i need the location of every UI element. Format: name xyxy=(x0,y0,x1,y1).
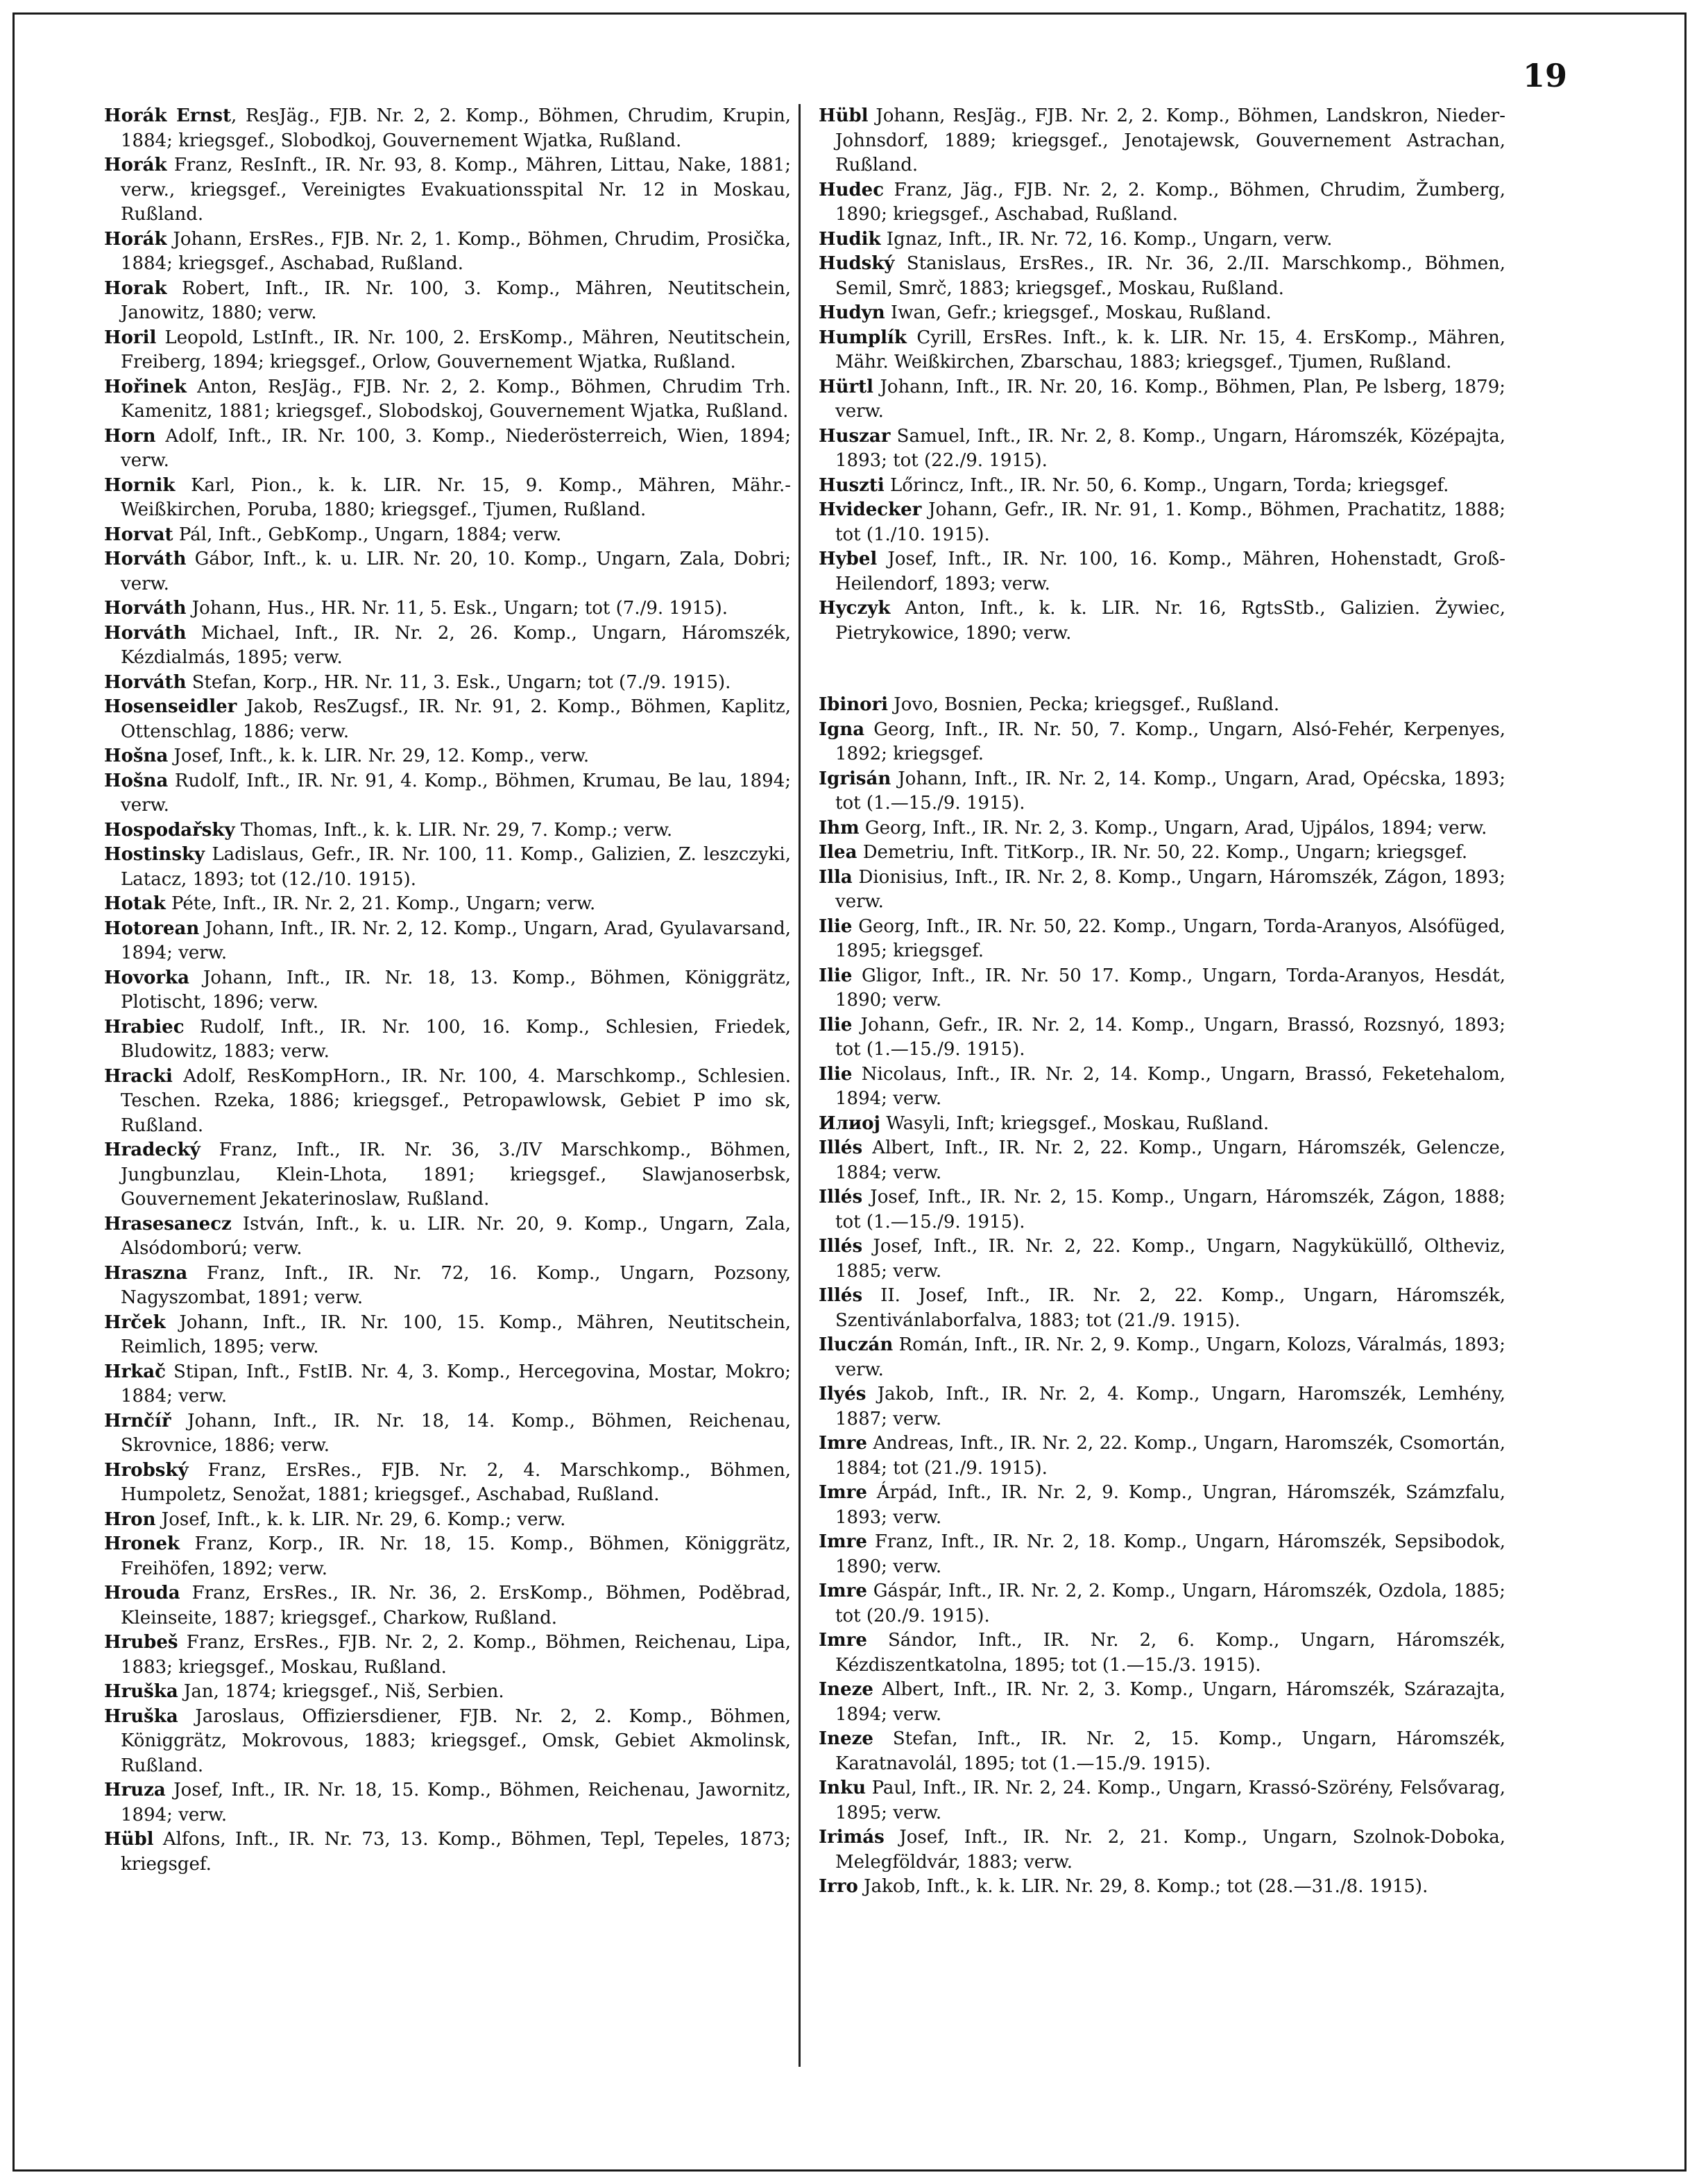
entry-details: Ignaz, Inft., IR. Nr. 72, 16. Komp., Ungarn, verw. xyxy=(880,228,1333,250)
list-entry xyxy=(819,596,1505,646)
list-entry xyxy=(104,1705,791,1779)
list-entry xyxy=(819,1112,1505,1137)
entry-details: Johann, Gefr., IR. Nr. 2, 14. Komp., Ungarn, Brassó, Rozsnyó, 1893; tot (1.—15./9. 1915). xyxy=(835,1014,1505,1060)
entry-surname: Ihm xyxy=(819,817,860,839)
list-entry xyxy=(104,474,791,523)
list-entry xyxy=(104,1015,791,1065)
entry-surname: Hrček xyxy=(104,1312,166,1333)
list-entry xyxy=(104,153,791,227)
entry-details: Jaroslaus, Offiziersdiener, FJB. Nr. 2, 2. Komp., Böhmen, Königgrätz, Mokrovous, 1883; kriegsgef., Omsk, Gebiet Akmolinsk, Rußland. xyxy=(121,1705,791,1776)
list-entry xyxy=(819,1727,1505,1776)
entry-surname: Ibinori xyxy=(819,694,889,715)
entry-details: Michael, Inft., IR. Nr. 2, 26. Komp., Ungarn, Háromszék, Kézdialmás, 1895; verw. xyxy=(121,622,791,668)
entry-details: Franz, Inft., IR. Nr. 72, 16. Komp., Ungarn, Pozsony, Nagyszombat, 1891; verw. xyxy=(121,1262,791,1308)
list-entry xyxy=(104,744,791,769)
entry-details: Franz, ErsRes., FJB. Nr. 2, 4. Marschkomp., Böhmen, Humpoletz, Senožat, 1881; kriegsgef., Aschabad, Rußland. xyxy=(121,1459,791,1505)
list-entry xyxy=(104,277,791,326)
entry-surname: Illés xyxy=(819,1236,863,1257)
entry-details: Anton, ResJäg., FJB. Nr. 2, 2. Komp., Böhmen, Chrudim Trh. Kamenitz, 1881; kriegsgef., Slobodskoj, Gouvernement Wjatka, Rußland. xyxy=(121,376,791,422)
entry-details: Stipan, Inft., FstIB. Nr. 4, 3. Komp., Hercegovina, Mostar, Mokro; 1884; verw. xyxy=(121,1361,791,1407)
left-column xyxy=(104,104,791,1877)
entry-details: Péte, Inft., IR. Nr. 2, 21. Komp., Ungarn; verw. xyxy=(165,893,596,914)
entry-surname: Hovorka xyxy=(104,967,189,988)
list-entry xyxy=(819,1628,1505,1678)
entry-details: Gábor, Inft., k. u. LIR. Nr. 20, 10. Komp., Ungarn, Zala, Dobri; verw. xyxy=(121,549,791,594)
right-column-group-i xyxy=(819,693,1505,1900)
entry-details: Adolf, Inft., IR. Nr. 100, 3. Komp., Niederösterreich, Wien, 1894; verw. xyxy=(121,425,791,471)
entry-details: Robert, Inft., IR. Nr. 100, 3. Komp., Mähren, Neutitschein, Janowitz, 1880; verw. xyxy=(121,277,791,323)
entry-surname: Igna xyxy=(819,719,865,740)
entry-details: Nicolaus, Inft., IR. Nr. 2, 14. Komp., Ungarn, Brassó, Feketehalom, 1894; verw. xyxy=(835,1063,1505,1109)
entry-details: Johann, Inft., IR. Nr. 18, 14. Komp., Böhmen, Reichenau, Skrovnice, 1886; verw. xyxy=(121,1410,791,1456)
entry-details: Johann, Inft., IR. Nr. 2, 14. Komp., Ungarn, Arad, Opécska, 1893; tot (1.—15./9. 1915). xyxy=(835,768,1505,814)
entry-details: Stanislaus, ErsRes., IR. Nr. 36, 2./II. Marschkomp., Böhmen, Semil, Smrč, 1883; kriegsgef., Moskau, Rußland. xyxy=(835,253,1505,299)
list-entry xyxy=(104,892,791,917)
entry-surname: Hornik xyxy=(104,474,176,496)
entry-details: Georg, Inft., IR. Nr. 50, 22. Komp., Ungarn, Torda-Aranyos, Alsófüged, 1895; kriegsgef. xyxy=(835,915,1505,961)
list-entry xyxy=(104,818,791,843)
entry-surname: Hron xyxy=(104,1508,156,1530)
entry-surname: Horil xyxy=(104,327,157,348)
entry-surname: Huszti xyxy=(819,474,885,496)
entry-details: Franz, ErsRes., FJB. Nr. 2, 2. Komp., Böhmen, Reichenau, Lipa, 1883; kriegsgef., Moskau, Rußland. xyxy=(121,1632,791,1678)
entry-surname: Hyczyk xyxy=(819,598,891,619)
entry-details: Adolf, ResKompHorn., IR. Nr. 100, 4. Marschkomp., Schlesien. Teschen. Rzeka, 1886; kriegsgef., Petropawlowsk, Gebiet P imo sk, Rußland. xyxy=(121,1065,791,1136)
entry-details: Josef, Inft., IR. Nr. 100, 16. Komp., Mähren, Hohenstadt, Groß-Heilendorf, 1893; verw. xyxy=(835,549,1505,594)
entry-details: Karl, Pion., k. k. LIR. Nr. 15, 9. Komp., Mähren, Mähr.-Weißkirchen, Poruba, 1880; kriegsgef., Tjumen, Rußland. xyxy=(121,474,791,520)
entry-surname: Horváth xyxy=(104,622,187,644)
list-entry xyxy=(104,596,791,621)
list-entry xyxy=(819,1678,1505,1727)
entry-surname: Hvidecker xyxy=(819,499,922,520)
entry-surname: Hudik xyxy=(819,228,881,250)
list-entry xyxy=(104,227,791,277)
list-entry xyxy=(104,1532,791,1581)
entry-surname: Horváth xyxy=(104,598,187,619)
list-entry xyxy=(104,671,791,696)
entry-details: Johann, Gefr., IR. Nr. 91, 1. Komp., Böhmen, Prachatitz, 1888; tot (1./10. 1915). xyxy=(835,499,1505,545)
list-entry xyxy=(819,1284,1505,1333)
list-entry xyxy=(819,1825,1505,1875)
entry-details: Rudolf, Inft., IR. Nr. 91, 4. Komp., Böhmen, Krumau, Be lau, 1894; verw. xyxy=(121,770,791,816)
entry-surname: Hošna xyxy=(104,746,169,766)
entry-details: Johann, Inft., IR. Nr. 18, 13. Komp., Böhmen, Königgrätz, Plotischt, 1896; verw. xyxy=(121,967,791,1013)
entry-surname: Hübl xyxy=(104,1829,154,1850)
entry-surname: Horn xyxy=(104,425,156,447)
column-divider xyxy=(799,104,801,2067)
entry-details: Josef, Inft., k. k. LIR. Nr. 29, 6. Komp.; verw. xyxy=(155,1508,566,1530)
list-entry xyxy=(104,1065,791,1139)
page-number: 19 xyxy=(1522,57,1567,94)
entry-surname: Hošna xyxy=(104,770,169,791)
list-entry xyxy=(104,523,791,548)
list-entry xyxy=(104,1631,791,1680)
entry-surname: Inku xyxy=(819,1778,866,1798)
entry-surname: Илиој xyxy=(819,1112,880,1134)
entry-surname: Illés xyxy=(819,1285,863,1306)
entry-details: Johann, ResJäg., FJB. Nr. 2, 2. Komp., Böhmen, Landskron, Nieder-Johnsdorf, 1889; kriegsgef., Jenotajewsk, Gouvernement Astrachan, Rußland. xyxy=(835,105,1505,175)
entry-details: Franz, ErsRes., IR. Nr. 36, 2. ErsKomp., Böhmen, Poděbrad, Kleinseite, 1887; kriegsgef., Charkow, Rußland. xyxy=(121,1583,791,1628)
entry-surname: Horvat xyxy=(104,524,173,545)
list-entry xyxy=(104,375,791,424)
entry-surname: Hracki xyxy=(104,1065,173,1087)
entry-surname: Hrnčíř xyxy=(104,1410,171,1431)
list-entry xyxy=(819,1136,1505,1185)
entry-details: Ladislaus, Gefr., IR. Nr. 100, 11. Komp., Galizien, Z. leszczyki, Latacz, 1893; tot (12./10. 1915). xyxy=(121,844,791,890)
entry-surname: Hořinek xyxy=(104,376,187,397)
list-entry xyxy=(104,695,791,744)
entry-details: Iwan, Gefr.; kriegsgef., Moskau, Rußland. xyxy=(885,302,1272,323)
list-entry xyxy=(104,1212,791,1262)
entry-details: Franz, Jäg., FJB. Nr. 2, 2. Komp., Böhmen, Chrudim, Žumberg, 1890; kriegsgef., Aschabad, Rußland. xyxy=(835,179,1505,225)
entry-details: Dionisius, Inft., IR. Nr. 2, 8. Komp., Ungarn, Háromszék, Zágon, 1893; verw. xyxy=(835,866,1505,912)
entry-surname: Ilyés xyxy=(819,1384,866,1404)
list-entry xyxy=(104,1360,791,1409)
entry-details: Johann, Inft., IR. Nr. 2, 12. Komp., Ungarn, Arad, Gyulavarsand, 1894; verw. xyxy=(121,918,791,963)
entry-surname: Huszar xyxy=(819,425,891,447)
list-entry xyxy=(819,104,1505,178)
entry-details: , ResJäg., FJB. Nr. 2, 2. Komp., Böhmen, Chrudim, Krupin, 1884; kriegsgef., Slobodkoj, Gouvernement Wjatka, Rußland. xyxy=(121,105,791,151)
list-entry xyxy=(104,1459,791,1508)
entry-details: Josef, Inft., IR. Nr. 2, 22. Komp., Ungarn, Nagyküküllő, Oltheviz, 1885; verw. xyxy=(835,1236,1505,1282)
entry-details: Alfons, Inft., IR. Nr. 73, 13. Komp., Böhmen, Tepl, Tepeles, 1873; kriegsgef. xyxy=(121,1829,791,1875)
entry-details: Sándor, Inft., IR. Nr. 2, 6. Komp., Ungarn, Háromszék, Kézdiszentkatolna, 1895; tot (1.—15./3. 1915). xyxy=(835,1630,1505,1676)
entry-surname: Hruza xyxy=(104,1780,166,1800)
entry-details: Árpád, Inft., IR. Nr. 2, 9. Komp., Ungran, Háromszék, Számzfalu, 1893; verw. xyxy=(835,1482,1505,1528)
list-entry xyxy=(819,1530,1505,1579)
entry-details: II. Josef, Inft., IR. Nr. 2, 22. Komp., Ungarn, Háromszék, Szentivánlaborfalva, 1883; tot (21./9. 1915). xyxy=(835,1285,1505,1331)
list-entry xyxy=(104,1778,791,1828)
entry-details: Jakob, Inft., k. k. LIR. Nr. 29, 8. Komp.; tot (28.—31./8. 1915). xyxy=(857,1876,1428,1897)
entry-surname: Hudyn xyxy=(819,302,885,323)
entry-surname: Hybel xyxy=(819,549,878,569)
entry-surname: Ilie xyxy=(819,1063,853,1085)
entry-details: Josef, Inft., IR. Nr. 18, 15. Komp., Böhmen, Reichenau, Jawornitz, 1894; verw. xyxy=(121,1780,791,1825)
entry-surname: Imre xyxy=(819,1581,867,1601)
list-entry xyxy=(819,816,1505,841)
list-entry xyxy=(819,1013,1505,1063)
entry-details: Josef, Inft., IR. Nr. 2, 21. Komp., Ungarn, Szolnok-Doboka, Melegföldvár, 1883; verw. xyxy=(835,1827,1505,1873)
entry-surname: Ilie xyxy=(819,965,853,986)
entry-details: Gáspár, Inft., IR. Nr. 2, 2. Komp., Ungarn, Háromszék, Ozdola, 1885; tot (20./9. 1915). xyxy=(835,1581,1505,1626)
entry-details: Jan, 1874; kriegsgef., Niš, Serbien. xyxy=(178,1681,504,1702)
entry-surname: Illés xyxy=(819,1187,863,1207)
entry-details: Demetriu, Inft. TitKorp., IR. Nr. 50, 22. Komp., Ungarn; kriegsgef. xyxy=(857,842,1468,863)
entry-surname: Hudec xyxy=(819,179,885,200)
list-entry xyxy=(819,227,1505,252)
entry-details: Albert, Inft., IR. Nr. 2, 3. Komp., Ungarn, Háromszék, Szárazajta, 1894; verw. xyxy=(835,1679,1505,1725)
list-entry xyxy=(819,375,1505,424)
entry-surname: Hrkač xyxy=(104,1361,166,1382)
entry-details: István, Inft., k. u. LIR. Nr. 20, 9. Komp., Ungarn, Zala, Alsódomború; verw. xyxy=(121,1213,791,1259)
entry-surname: Horváth xyxy=(104,549,187,569)
list-entry xyxy=(819,718,1505,767)
list-entry xyxy=(819,1481,1505,1530)
entry-surname: Ineze xyxy=(819,1728,873,1749)
list-entry xyxy=(819,424,1505,474)
entry-details: Johann, Hus., HR. Nr. 11, 5. Esk., Ungarn; tot (7./9. 1915). xyxy=(186,598,728,619)
entry-surname: Illa xyxy=(819,866,853,888)
entry-details: Cyrill, ErsRes. Inft., k. k. LIR. Nr. 15, 4. ErsKomp., Mähren, Mähr. Weißkirchen, Zbarschau, 1883; kriegsgef., Tjumen, Rußland. xyxy=(835,327,1505,372)
list-entry xyxy=(104,843,791,892)
list-entry xyxy=(104,621,791,671)
entry-details: Albert, Inft., IR. Nr. 2, 22. Komp., Ungarn, Háromszék, Gelencze, 1884; verw. xyxy=(835,1137,1505,1183)
entry-details: Rudolf, Inft., IR. Nr. 100, 16. Komp., Schlesien, Friedek, Bludowitz, 1883; verw. xyxy=(121,1016,791,1062)
entry-surname: Igrisán xyxy=(819,768,891,789)
entry-details: Jakob, Inft., IR. Nr. 2, 4. Komp., Ungarn, Haromszék, Lemhény, 1887; verw. xyxy=(835,1384,1505,1429)
entry-details: Johann, Inft., IR. Nr. 20, 16. Komp., Böhmen, Plan, Pe lsberg, 1879; verw. xyxy=(835,376,1505,422)
list-entry xyxy=(819,1063,1505,1112)
list-entry xyxy=(104,1311,791,1360)
entry-surname: Hospodařsky xyxy=(104,819,235,841)
list-entry xyxy=(819,474,1505,499)
list-entry xyxy=(104,547,791,596)
entry-details: Franz, Korp., IR. Nr. 18, 15. Komp., Böhmen, Königgrätz, Freihöfen, 1892; verw. xyxy=(121,1533,791,1579)
entry-details: Jovo, Bosnien, Pecka; kriegsgef., Rußland. xyxy=(888,694,1280,715)
right-column xyxy=(819,104,1505,1900)
list-entry xyxy=(819,252,1505,301)
entry-surname: Hosenseidler xyxy=(104,696,237,717)
list-entry xyxy=(819,841,1505,866)
list-entry xyxy=(819,964,1505,1013)
list-entry xyxy=(819,1382,1505,1431)
list-entry xyxy=(819,547,1505,596)
list-entry xyxy=(819,1579,1505,1628)
entry-surname: Hraszna xyxy=(104,1262,188,1284)
list-entry xyxy=(819,1235,1505,1284)
list-entry xyxy=(104,1262,791,1311)
entry-surname: Hostinsky xyxy=(104,844,205,865)
entry-surname: Humplík xyxy=(819,327,907,348)
list-entry xyxy=(819,326,1505,375)
entry-surname: Ineze xyxy=(819,1679,873,1700)
list-entry xyxy=(819,1776,1505,1825)
entry-surname: Imre xyxy=(819,1482,867,1503)
list-entry xyxy=(104,1138,791,1212)
entry-surname: Irimás xyxy=(819,1827,885,1848)
entry-details: Josef, Inft., IR. Nr. 2, 15. Komp., Ungarn, Háromszék, Zágon, 1888; tot (1.—15./9. 1915). xyxy=(835,1187,1505,1232)
entry-surname: Iluczán xyxy=(819,1334,894,1355)
list-entry xyxy=(819,1185,1505,1235)
right-column-group-h xyxy=(819,104,1505,646)
entry-details: Thomas, Inft., k. k. LIR. Nr. 29, 7. Komp.; verw. xyxy=(234,819,673,841)
list-entry xyxy=(819,915,1505,964)
entry-details: Georg, Inft., IR. Nr. 50, 7. Komp., Ungarn, Alsó-Fehér, Kerpenyes, 1892; kriegsgef. xyxy=(835,719,1505,764)
entry-details: Anton, Inft., k. k. LIR. Nr. 16, RgtsStb., Galizien. Żywiec, Pietrykowice, 1890; verw. xyxy=(835,598,1505,644)
entry-details: Stefan, Inft., IR. Nr. 2, 15. Komp., Ungarn, Háromszék, Karatnavolál, 1895; tot (1.—15./9. 1915). xyxy=(835,1728,1505,1774)
entry-details: Georg, Inft., IR. Nr. 2, 3. Komp., Ungarn, Arad, Ujpálos, 1894; verw. xyxy=(859,817,1487,839)
entry-details: Lőrincz, Inft., IR. Nr. 50, 6. Komp., Ungarn, Torda; kriegsgef. xyxy=(884,474,1449,496)
list-entry xyxy=(104,1828,791,1877)
entry-surname: Hronek xyxy=(104,1533,180,1554)
entry-surname: Hübl xyxy=(819,105,869,126)
list-entry xyxy=(819,301,1505,326)
entry-details: Franz, Inft., IR. Nr. 36, 3./IV Marschkomp., Böhmen, Jungbunzlau, Klein-Lhota, 1891; kriegsgef., Slawjanoserbsk, Gouvernement Jekaterinoslaw, Rußland. xyxy=(121,1140,791,1210)
entry-surname: Hrabiec xyxy=(104,1016,185,1038)
entry-surname: Irro xyxy=(819,1876,858,1897)
list-entry xyxy=(819,1875,1505,1900)
entry-details: Wasyli, Inft; kriegsgef., Moskau, Rußland. xyxy=(880,1112,1270,1134)
list-entry xyxy=(104,917,791,966)
entry-surname: Imre xyxy=(819,1630,867,1651)
list-entry xyxy=(104,1680,791,1705)
entry-details: Stefan, Korp., HR. Nr. 11, 3. Esk., Ungarn; tot (7./9. 1915). xyxy=(186,671,731,693)
entry-surname: Ilea xyxy=(819,842,857,863)
list-entry xyxy=(104,769,791,818)
list-entry xyxy=(819,693,1505,718)
list-entry xyxy=(104,104,791,153)
entry-details: Gligor, Inft., IR. Nr. 50 17. Komp., Ungarn, Torda-Aranyos, Hesdát, 1890; verw. xyxy=(835,965,1505,1011)
entry-details: Josef, Inft., k. k. LIR. Nr. 29, 12. Komp., verw. xyxy=(168,746,590,766)
entry-surname: Hradecký xyxy=(104,1140,200,1160)
entry-surname: Hotak xyxy=(104,893,166,914)
entry-surname: Ilie xyxy=(819,1014,853,1035)
entry-surname: Hrubeš xyxy=(104,1632,178,1653)
entry-surname: Hrouda xyxy=(104,1583,180,1603)
list-entry xyxy=(104,424,791,474)
entry-surname: Horák xyxy=(104,228,167,250)
entry-surname: Ilie xyxy=(819,915,853,937)
list-entry xyxy=(819,866,1505,915)
entry-details: Jakob, ResZugsf., IR. Nr. 91, 2. Komp., Böhmen, Kaplitz, Ottenschlag, 1886; verw. xyxy=(121,696,791,742)
entry-details: Johann, ErsRes., FJB. Nr. 2, 1. Komp., Böhmen, Chrudim, Prosička, 1884; kriegsgef., Aschabad, Rußland. xyxy=(121,228,791,274)
list-entry xyxy=(104,1581,791,1631)
entry-surname: Hudský xyxy=(819,253,895,274)
entry-surname: Horák Ernst xyxy=(104,105,232,126)
list-entry xyxy=(104,1508,791,1533)
entry-surname: Hruška xyxy=(104,1681,178,1702)
entry-details: Román, Inft., IR. Nr. 2, 9. Komp., Ungarn, Kolozs, Váralmás, 1893; verw. xyxy=(835,1334,1505,1380)
list-entry xyxy=(819,1431,1505,1481)
entry-surname: Imre xyxy=(819,1433,867,1454)
list-entry xyxy=(819,1333,1505,1382)
entry-surname: Hotorean xyxy=(104,918,200,939)
entry-details: Pál, Inft., GebKomp., Ungarn, 1884; verw. xyxy=(173,524,562,545)
entry-details: Franz, ResInft., IR. Nr. 93, 8. Komp., Mähren, Littau, Nake, 1881; verw., kriegsgef., Vereinigtes Evakuationsspital Nr. 12 in Moskau, Rußland. xyxy=(121,155,791,225)
list-entry xyxy=(104,966,791,1015)
entry-surname: Hürtl xyxy=(819,376,874,397)
entry-surname: Horváth xyxy=(104,671,187,693)
entry-surname: Horak xyxy=(104,277,167,299)
list-entry xyxy=(104,1409,791,1459)
entry-surname: Illés xyxy=(819,1137,863,1158)
section-gap xyxy=(819,646,1505,693)
entry-details: Franz, Inft., IR. Nr. 2, 18. Komp., Ungarn, Háromszék, Sepsibodok, 1890; verw. xyxy=(835,1531,1505,1577)
entry-surname: Hruška xyxy=(104,1705,178,1727)
entry-surname: Hrasesanecz xyxy=(104,1213,232,1235)
entry-surname: Horák xyxy=(104,155,167,175)
entry-surname: Imre xyxy=(819,1531,867,1552)
entry-details: Johann, Inft., IR. Nr. 100, 15. Komp., Mähren, Neutitschein, Reimlich, 1895; verw. xyxy=(121,1312,791,1357)
entry-surname: Hrobský xyxy=(104,1459,189,1481)
list-entry xyxy=(819,498,1505,547)
entry-details: Andreas, Inft., IR. Nr. 2, 22. Komp., Ungarn, Haromszék, Csomortán, 1884; tot (21./9. 1915). xyxy=(835,1433,1505,1479)
entry-details: Leopold, LstInft., IR. Nr. 100, 2. ErsKomp., Mähren, Neutitschein, Freiberg, 1894; kriegsgef., Orlow, Gouvernement Wjatka, Rußland. xyxy=(121,327,791,372)
entry-details: Samuel, Inft., IR. Nr. 2, 8. Komp., Ungarn, Háromszék, Középajta, 1893; tot (22./9. 1915). xyxy=(835,425,1505,471)
list-entry xyxy=(819,767,1505,816)
entry-details: Paul, Inft., IR. Nr. 2, 24. Komp., Ungarn, Krassó-Szörény, Felsővarag, 1895; verw. xyxy=(835,1778,1505,1823)
list-entry xyxy=(819,178,1505,227)
list-entry xyxy=(104,326,791,375)
